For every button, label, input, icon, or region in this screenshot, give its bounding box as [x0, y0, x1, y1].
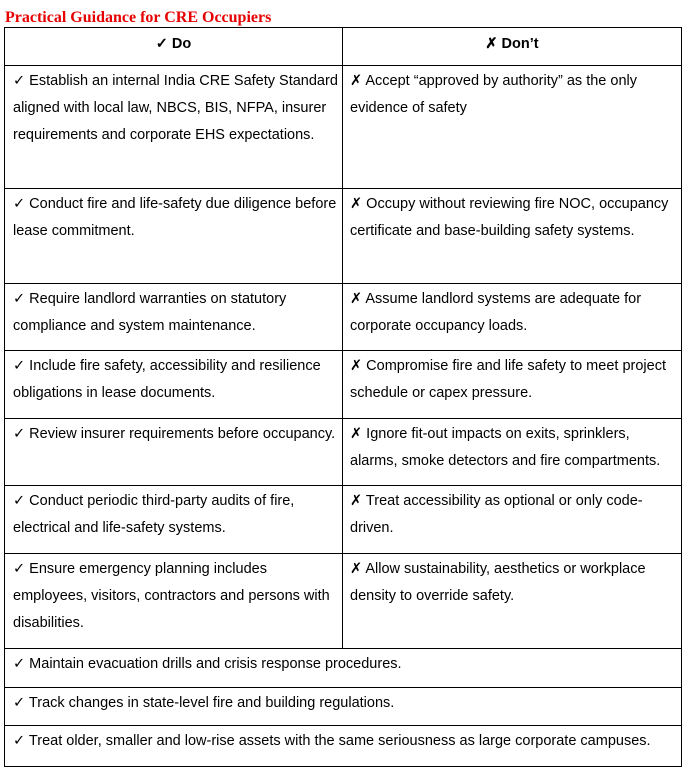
dont-text: ✗ Ignore fit-out impacts on exits, sprinklers, alarms, smoke detectors and fire compartments.: [350, 426, 661, 469]
do-text: ✓ Establish an internal India CRE Safety Standard aligned with local law, NBCS, BIS, NFPA, insurer requirements and corporate EHS expectations.: [13, 73, 338, 143]
do-cell: [5, 419, 343, 486]
do-text: ✓ Ensure emergency planning includes employees, visitors, contractors and persons with disabilities.: [13, 561, 330, 631]
table-row: [5, 554, 682, 649]
dont-cell: [343, 419, 682, 486]
do-text: ✓ Track changes in state-level fire and building regulations.: [13, 695, 395, 711]
dont-text: ✗ Occupy without reviewing fire NOC, occupancy certificate and base-building safety systems.: [350, 196, 669, 239]
table-row-full: [5, 649, 682, 688]
dont-cell: [343, 66, 682, 189]
do-cell: [5, 189, 343, 284]
table-row: [5, 284, 682, 351]
do-column-header: ✓ Do: [5, 28, 343, 66]
table-row: [5, 419, 682, 486]
guidance-table: [4, 27, 682, 767]
table-row: [5, 66, 682, 189]
do-text: ✓ Require landlord warranties on statutory compliance and system maintenance.: [13, 291, 287, 334]
full-width-cell: [5, 726, 682, 767]
do-cell: [5, 284, 343, 351]
full-width-cell: [5, 649, 682, 688]
table-header-row: [5, 28, 682, 66]
table-row: [5, 189, 682, 284]
do-text: ✓ Maintain evacuation drills and crisis response procedures.: [13, 656, 402, 672]
page-title: Practical Guidance for CRE Occupiers: [5, 9, 272, 26]
dont-text: ✗ Allow sustainability, aesthetics or workplace density to override safety.: [350, 561, 646, 604]
dont-column-header: ✗ Don’t: [343, 28, 682, 66]
dont-text: ✗ Assume landlord systems are adequate for corporate occupancy loads.: [350, 291, 642, 334]
do-cell: [5, 554, 343, 649]
dont-cell: [343, 284, 682, 351]
do-cell: [5, 66, 343, 189]
dont-cell: [343, 351, 682, 419]
table-row: [5, 486, 682, 554]
do-text: ✓ Review insurer requirements before occupancy.: [13, 426, 336, 442]
dont-text: ✗ Compromise fire and life safety to meet project schedule or capex pressure.: [350, 358, 666, 401]
dont-cell: [343, 554, 682, 649]
do-text: ✓ Include fire safety, accessibility and resilience obligations in lease documents.: [13, 358, 321, 401]
do-cell: [5, 351, 343, 419]
do-text: ✓ Treat older, smaller and low-rise assets with the same seriousness as large corporate campuses.: [13, 733, 651, 749]
table-row: [5, 351, 682, 419]
do-text: ✓ Conduct fire and life-safety due diligence before lease commitment.: [13, 196, 337, 239]
dont-text: ✗ Treat accessibility as optional or only code-driven.: [350, 493, 643, 536]
do-cell: [5, 486, 343, 554]
table-row-full: [5, 688, 682, 726]
dont-cell: [343, 189, 682, 284]
table-row-full: [5, 726, 682, 767]
do-text: ✓ Conduct periodic third-party audits of fire, electrical and life-safety systems.: [13, 493, 295, 536]
dont-cell: [343, 486, 682, 554]
full-width-cell: [5, 688, 682, 726]
dont-text: ✗ Accept “approved by authority” as the only evidence of safety: [350, 73, 637, 116]
